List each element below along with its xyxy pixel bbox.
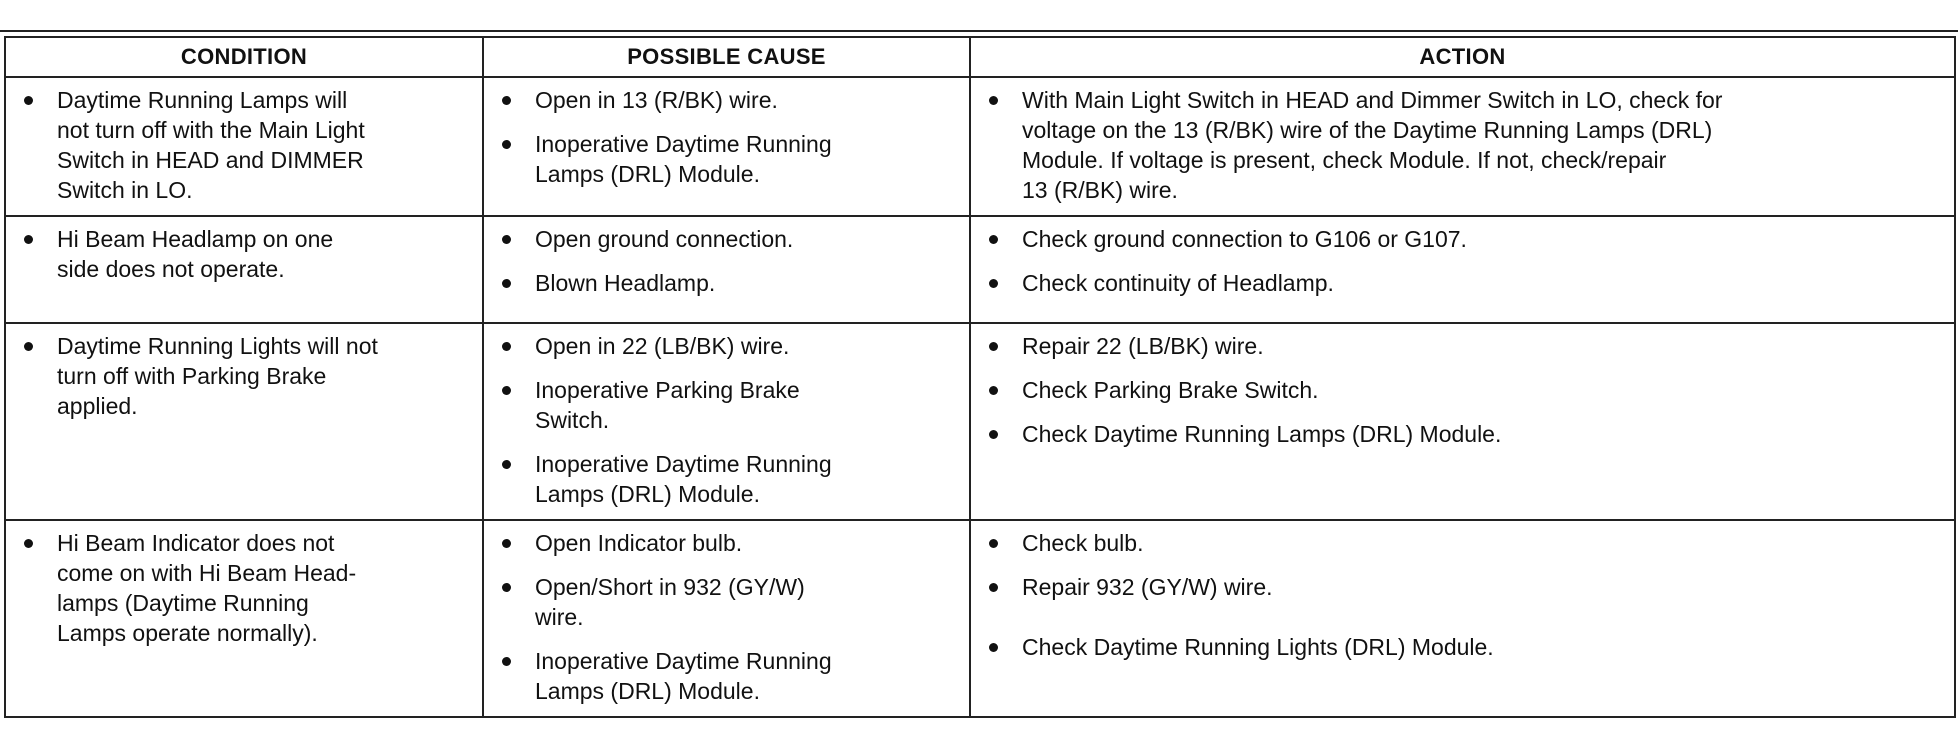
condition-cell [5,216,483,323]
bullet-icon [24,235,33,244]
bullet-icon [989,539,998,548]
bullet-icon [502,279,511,288]
action-cell [970,77,1955,216]
action-item: Check ground connection to G106 or G107. [981,224,1944,254]
bullet-icon [502,342,511,351]
action-cell [970,216,1955,323]
condition-item: Daytime Running Lights will not turn off with Parking Brake applied. [16,331,472,421]
possible-cause-header: POSSIBLE CAUSE [483,37,970,77]
bullet-icon [989,96,998,105]
action-item: Check Daytime Running Lights (DRL) Module. [981,632,1944,662]
bullet-icon [502,460,511,469]
action-item: Check continuity of Headlamp. [981,268,1944,298]
bullet-icon [989,430,998,439]
bullet-icon [502,657,511,666]
cause-item: Blown Headlamp. [494,268,959,298]
cause-item: Open ground connection. [494,224,959,254]
cause-item: Open Indicator bulb. [494,528,959,558]
bullet-icon [502,140,511,149]
bullet-icon [502,96,511,105]
cause-item: Inoperative Daytime Running Lamps (DRL) Module. [494,449,959,509]
condition-cell [5,77,483,216]
bullet-icon [24,96,33,105]
cause-item: Open in 13 (R/BK) wire. [494,85,959,115]
table-row [5,520,1955,717]
bullet-icon [989,342,998,351]
bullet-icon [989,386,998,395]
diagnosis-table [4,36,1956,718]
cause-cell [483,323,970,520]
action-header: ACTION [970,37,1955,77]
action-item: With Main Light Switch in HEAD and Dimmer Switch in LO, check for voltage on the 13 (R/BK) wire of the Daytime Running Lamps (DRL) Module. If voltage is present, check Module. If not, check/repair 13 (R/BK) wire. [981,85,1944,205]
cause-item: Inoperative Daytime Running Lamps (DRL) Module. [494,646,959,706]
cause-cell [483,216,970,323]
cause-item: Inoperative Parking Brake Switch. [494,375,959,435]
condition-item: Hi Beam Headlamp on one side does not operate. [16,224,472,284]
condition-item: Hi Beam Indicator does not come on with Hi Beam Head- lamps (Daytime Running Lamps operate normally). [16,528,472,648]
condition-cell [5,323,483,520]
action-item: Repair 22 (LB/BK) wire. [981,331,1944,361]
bullet-icon [989,643,998,652]
bullet-icon [502,235,511,244]
action-item: Check bulb. [981,528,1944,558]
bullet-icon [24,539,33,548]
action-item: Repair 932 (GY/W) wire. [981,572,1944,602]
bullet-icon [989,583,998,592]
bullet-icon [502,583,511,592]
bullet-icon [502,386,511,395]
action-item: Check Parking Brake Switch. [981,375,1944,405]
cause-item: Inoperative Daytime Running Lamps (DRL) Module. [494,129,959,189]
bullet-icon [24,342,33,351]
bullet-icon [502,539,511,548]
cause-item: Open/Short in 932 (GY/W) wire. [494,572,959,632]
action-item: Check Daytime Running Lamps (DRL) Module. [981,419,1944,449]
action-cell [970,323,1955,520]
table-row [5,216,1955,323]
cause-cell [483,77,970,216]
cause-cell [483,520,970,717]
condition-header: CONDITION [5,37,483,77]
bullet-icon [989,279,998,288]
condition-cell [5,520,483,717]
table-row [5,77,1955,216]
header-row [5,37,1955,77]
action-cell [970,520,1955,717]
bullet-icon [989,235,998,244]
cause-item: Open in 22 (LB/BK) wire. [494,331,959,361]
condition-item: Daytime Running Lamps will not turn off with the Main Light Switch in HEAD and DIMMER Switch in LO. [16,85,472,205]
table-row [5,323,1955,520]
top-rule [0,30,1958,32]
